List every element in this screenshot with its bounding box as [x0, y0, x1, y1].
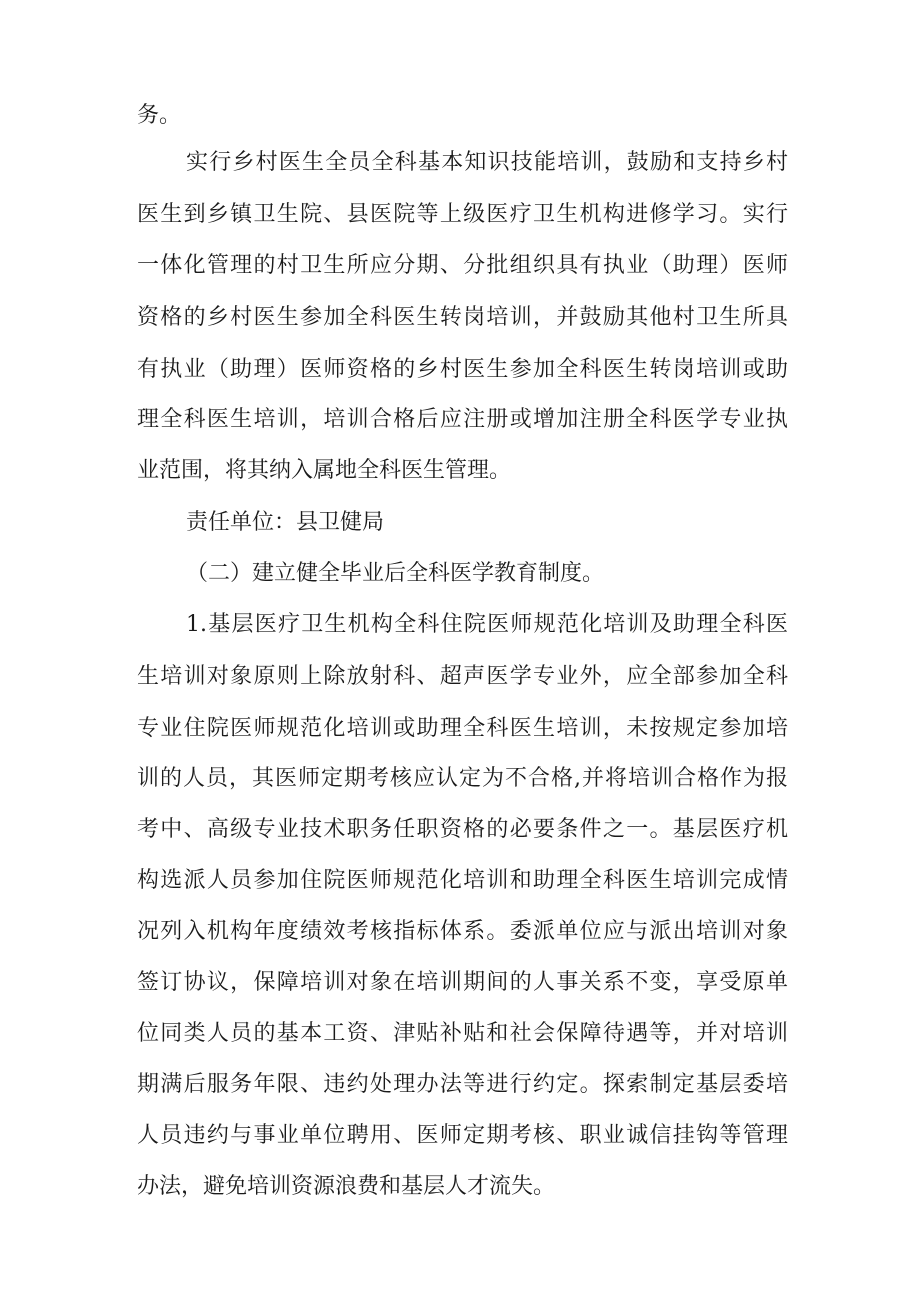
paragraph-line: 业范围，将其纳入属地全科医生管理。: [137, 458, 512, 483]
paragraph-line: 考中、高级专业技术职务任职资格的必要条件之一。基层医疗机: [137, 817, 788, 842]
paragraph-line: 期满后服务年限、违约处理办法等进行约定。探索制定基层委培: [137, 1072, 788, 1097]
continuation-text: 务。: [137, 103, 182, 128]
paragraph-line: 训的人员，其医师定期考核应认定为不合格,并将培训合格作为报: [137, 766, 788, 791]
paragraph-line: 生培训对象原则上除放射科、超声医学专业外，应全部参加全科: [137, 664, 788, 689]
paragraph-line: 1.基层医疗卫生机构全科住院医师规范化培训及助理全科医: [186, 612, 788, 637]
paragraph-line: 有执业（助理）医师资格的乡村医生参加全科医生转岗培训或助: [137, 357, 788, 382]
responsible-unit: 责任单位：县卫健局: [186, 510, 385, 535]
paragraph-line: 理全科医生培训，培训合格后应注册或增加注册全科医学专业执: [137, 407, 788, 432]
paragraph-line: 专业住院医师规范化培训或助理全科医生培训，未按规定参加培: [137, 716, 788, 741]
paragraph-line: 位同类人员的基本工资、津贴补贴和社会保障待遇等，并对培训: [137, 1021, 788, 1046]
paragraph-line: 实行乡村医生全员全科基本知识技能培训，鼓励和支持乡村: [186, 150, 788, 175]
paragraph-line: 办法，避免培训资源浪费和基层人才流失。: [137, 1174, 556, 1199]
paragraph-line: 人员违约与事业单位聘用、医师定期考核、职业诚信挂钩等管理: [137, 1123, 788, 1148]
paragraph-line: 构选派人员参加住院医师规范化培训和助理全科医生培训完成情: [137, 868, 788, 893]
paragraph-line: 签订协议，保障培训对象在培训期间的人事关系不变，享受原单: [137, 970, 788, 995]
paragraph-line: 资格的乡村医生参加全科医生转岗培训，并鼓励其他村卫生所具: [137, 305, 788, 330]
paragraph-line: 一体化管理的村卫生所应分期、分批组织具有执业（助理）医师: [137, 253, 788, 278]
paragraph-line: 医生到乡镇卫生院、县医院等上级医疗卫生机构进修学习。实行: [137, 202, 788, 227]
paragraph-line: 况列入机构年度绩效考核指标体系。委派单位应与派出培训对象: [137, 919, 788, 944]
section-heading: （二）建立健全毕业后全科医学教育制度。: [186, 561, 605, 586]
